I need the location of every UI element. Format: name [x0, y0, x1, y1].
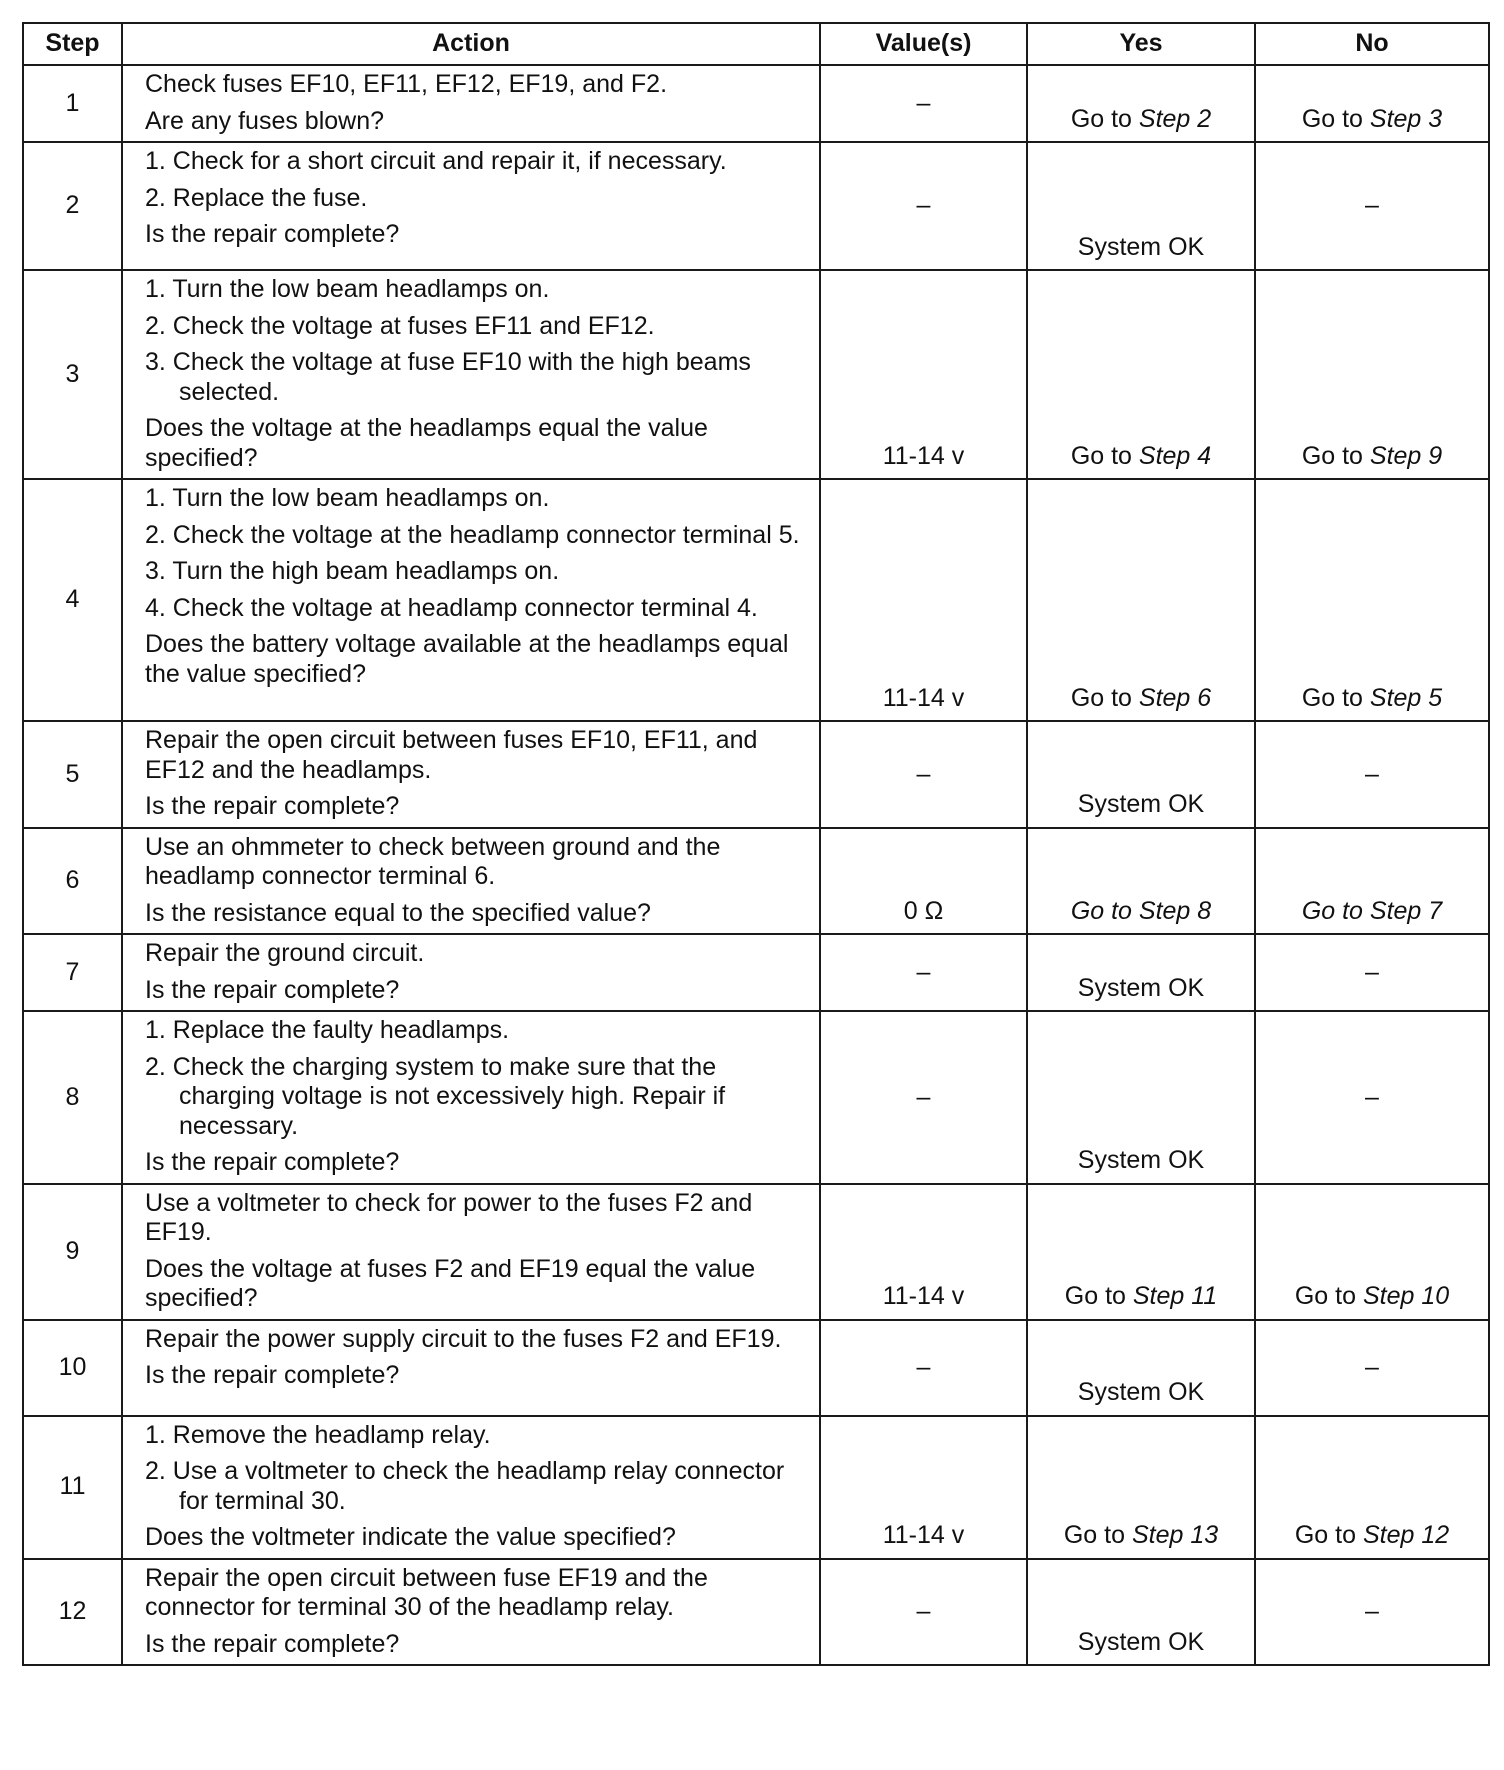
no-cell: [1255, 1559, 1489, 1666]
yes-cell: [1027, 142, 1255, 270]
goto-step-ref: Step 12: [1362, 1521, 1450, 1549]
step-number: 11: [23, 1416, 122, 1559]
goto-step-ref: Step 10: [1362, 1282, 1450, 1310]
goto-step-ref: Step 6: [1138, 683, 1212, 712]
action-item: 2. Check the voltage at fuses EF11 and EF12.: [145, 311, 655, 340]
yes-outcome: Go to Step 8: [1070, 896, 1212, 925]
no-cell: [1255, 1011, 1489, 1184]
no-cell: [1255, 142, 1489, 270]
table-row: [23, 1559, 1489, 1666]
action-item: 1. Check for a short circuit and repair it, if necessary.: [145, 147, 727, 175]
action-item: 2. Check the charging system to make sure that the charging voltage is not excessively high. Repair if necessary.: [145, 1052, 726, 1140]
no-cell: [1255, 721, 1489, 828]
no-cell: [1255, 1416, 1489, 1559]
no-cell: [1255, 1184, 1489, 1320]
action-cell: [122, 270, 820, 479]
action-cell: [122, 142, 820, 270]
goto-prefix: Go to: [1301, 441, 1370, 470]
diagnostic-table-sheet: [22, 22, 1488, 1666]
header-yes: Yes: [1027, 23, 1255, 65]
goto-step-ref: Step 13: [1131, 1521, 1219, 1549]
action-item: 1. Remove the headlamp relay.: [145, 1420, 491, 1449]
yes-cell: [1027, 721, 1255, 828]
no-outcome: –: [1365, 957, 1379, 986]
action-cell: [122, 1416, 820, 1559]
value-cell: 11-14 v: [820, 479, 1027, 721]
action-item: 3. Turn the high beam headlamps on.: [145, 557, 560, 585]
no-cell: [1255, 65, 1489, 142]
action-question: Does the voltage at fuses F2 and EF19 equal the value specified?: [145, 1254, 756, 1312]
goto-prefix: Go to: [1294, 1521, 1363, 1549]
action-item: Use a voltmeter to check for power to the fuses F2 and EF19.: [145, 1188, 753, 1246]
action-question: Does the battery voltage available at the headlamps equal the value specified?: [145, 630, 789, 688]
action-question: Are any fuses blown?: [145, 106, 385, 135]
table-row: [23, 270, 1489, 479]
action-item: 2. Replace the fuse.: [145, 183, 368, 212]
no-cell: [1255, 1320, 1489, 1416]
no-outcome: –: [1365, 1352, 1379, 1381]
step-number: 5: [23, 721, 122, 828]
table-row: [23, 828, 1489, 935]
yes-outcome: System OK: [1077, 1627, 1205, 1656]
action-item: Check fuses EF10, EF11, EF12, EF19, and F2.: [145, 70, 668, 98]
table-row: [23, 721, 1489, 828]
table-row: [23, 1184, 1489, 1320]
action-cell: [122, 1184, 820, 1320]
table-row: [23, 479, 1489, 721]
no-cell: [1255, 934, 1489, 1011]
table-row: [23, 934, 1489, 1011]
no-cell: [1255, 828, 1489, 935]
action-cell: [122, 1320, 820, 1416]
value-cell: 11-14 v: [820, 1184, 1027, 1320]
action-item: 2. Use a voltmeter to check the headlamp relay connector for terminal 30.: [145, 1457, 785, 1515]
yes-cell: [1027, 270, 1255, 479]
action-cell: [122, 828, 820, 935]
table-row: [23, 65, 1489, 142]
action-cell: [122, 1559, 820, 1666]
yes-outcome: System OK: [1077, 973, 1205, 1002]
goto-prefix: Go to: [1070, 104, 1139, 133]
yes-outcome: System OK: [1077, 1378, 1205, 1406]
action-cell: [122, 721, 820, 828]
yes-outcome: System OK: [1077, 232, 1205, 261]
action-question: Is the repair complete?: [145, 220, 400, 248]
goto-prefix: Go to: [1294, 1282, 1363, 1310]
action-question: Does the voltage at the headlamps equal the value specified?: [145, 414, 708, 472]
header-values: Value(s): [820, 23, 1027, 65]
goto-prefix: Go to: [1070, 441, 1139, 470]
table-row: [23, 1416, 1489, 1559]
step-number: 3: [23, 270, 122, 479]
action-question: Does the voltmeter indicate the value specified?: [145, 1523, 676, 1551]
step-number: 2: [23, 142, 122, 270]
yes-cell: [1027, 1011, 1255, 1184]
action-question: Is the repair complete?: [145, 792, 400, 820]
action-cell: [122, 1011, 820, 1184]
goto-step-ref: Step 11: [1132, 1282, 1218, 1310]
goto-prefix: Go to: [1064, 1282, 1133, 1310]
step-number: 9: [23, 1184, 122, 1320]
goto-prefix: Go to: [1070, 683, 1139, 712]
value-cell: –: [820, 142, 1027, 270]
no-outcome: –: [1365, 191, 1379, 220]
action-cell: [122, 65, 820, 142]
no-cell: [1255, 270, 1489, 479]
goto-prefix: Go to: [1301, 683, 1370, 712]
action-item: 1. Turn the low beam headlamps on.: [145, 275, 550, 303]
yes-cell: [1027, 1416, 1255, 1559]
goto-step-ref: Step 3: [1369, 104, 1443, 133]
action-question: Is the repair complete?: [145, 1629, 400, 1658]
action-item: Repair the open circuit between fuse EF19 and the connector for terminal 30 of the headlamp relay.: [145, 1563, 708, 1621]
value-cell: –: [820, 934, 1027, 1011]
yes-cell: [1027, 65, 1255, 142]
action-cell: [122, 479, 820, 721]
action-item: 1. Replace the faulty headlamps.: [145, 1016, 510, 1044]
step-number: 12: [23, 1559, 122, 1666]
action-item: Repair the open circuit between fuses EF10, EF11, and EF12 and the headlamps.: [145, 726, 758, 784]
no-cell: [1255, 479, 1489, 721]
value-cell: 11-14 v: [820, 1416, 1027, 1559]
action-item: 4. Check the voltage at headlamp connector terminal 4.: [145, 593, 758, 622]
diagnostic-table: [22, 22, 1490, 1666]
goto-step-ref: Step 4: [1138, 441, 1212, 470]
no-outcome: Go to Step 7: [1301, 896, 1443, 925]
no-outcome: –: [1365, 1082, 1379, 1111]
action-question: Is the resistance equal to the specified value?: [145, 898, 651, 927]
yes-cell: [1027, 1320, 1255, 1416]
value-cell: –: [820, 1559, 1027, 1666]
yes-outcome: System OK: [1077, 1146, 1205, 1174]
yes-cell: [1027, 479, 1255, 721]
value-cell: 0 Ω: [820, 828, 1027, 935]
yes-outcome: System OK: [1077, 790, 1205, 818]
yes-cell: [1027, 934, 1255, 1011]
value-cell: –: [820, 1320, 1027, 1416]
step-number: 8: [23, 1011, 122, 1184]
step-number: 4: [23, 479, 122, 721]
goto-step-ref: Step 2: [1138, 104, 1212, 133]
header-no: No: [1255, 23, 1489, 65]
goto-prefix: Go to: [1063, 1521, 1132, 1549]
goto-step-ref: Step 9: [1369, 441, 1443, 470]
header-step: Step: [23, 23, 122, 65]
table-header-row: [23, 23, 1489, 65]
table-row: [23, 142, 1489, 270]
goto-prefix: Go to: [1301, 104, 1370, 133]
action-question: Is the repair complete?: [145, 975, 400, 1004]
action-cell: [122, 934, 820, 1011]
step-number: 6: [23, 828, 122, 935]
action-item: 2. Check the voltage at the headlamp connector terminal 5.: [145, 520, 800, 549]
yes-cell: [1027, 1184, 1255, 1320]
value-cell: –: [820, 65, 1027, 142]
action-item: Use an ohmmeter to check between ground and the headlamp connector terminal 6.: [145, 832, 721, 890]
action-question: Is the repair complete?: [145, 1148, 400, 1176]
no-outcome: –: [1365, 1597, 1379, 1625]
goto-step-ref: Step 5: [1369, 683, 1443, 712]
action-question: Is the repair complete?: [145, 1361, 400, 1389]
header-action: Action: [122, 23, 820, 65]
value-cell: –: [820, 721, 1027, 828]
yes-cell: [1027, 828, 1255, 935]
step-number: 10: [23, 1320, 122, 1416]
value-cell: –: [820, 1011, 1027, 1184]
table-row: [23, 1011, 1489, 1184]
action-item: 3. Check the voltage at fuse EF10 with the high beams selected.: [145, 348, 751, 406]
step-number: 1: [23, 65, 122, 142]
no-outcome: –: [1365, 759, 1379, 788]
action-item: 1. Turn the low beam headlamps on.: [145, 484, 550, 512]
yes-cell: [1027, 1559, 1255, 1666]
value-cell: 11-14 v: [820, 270, 1027, 479]
table-row: [23, 1320, 1489, 1416]
action-item: Repair the power supply circuit to the fuses F2 and EF19.: [145, 1324, 782, 1353]
action-item: Repair the ground circuit.: [145, 939, 425, 967]
step-number: 7: [23, 934, 122, 1011]
